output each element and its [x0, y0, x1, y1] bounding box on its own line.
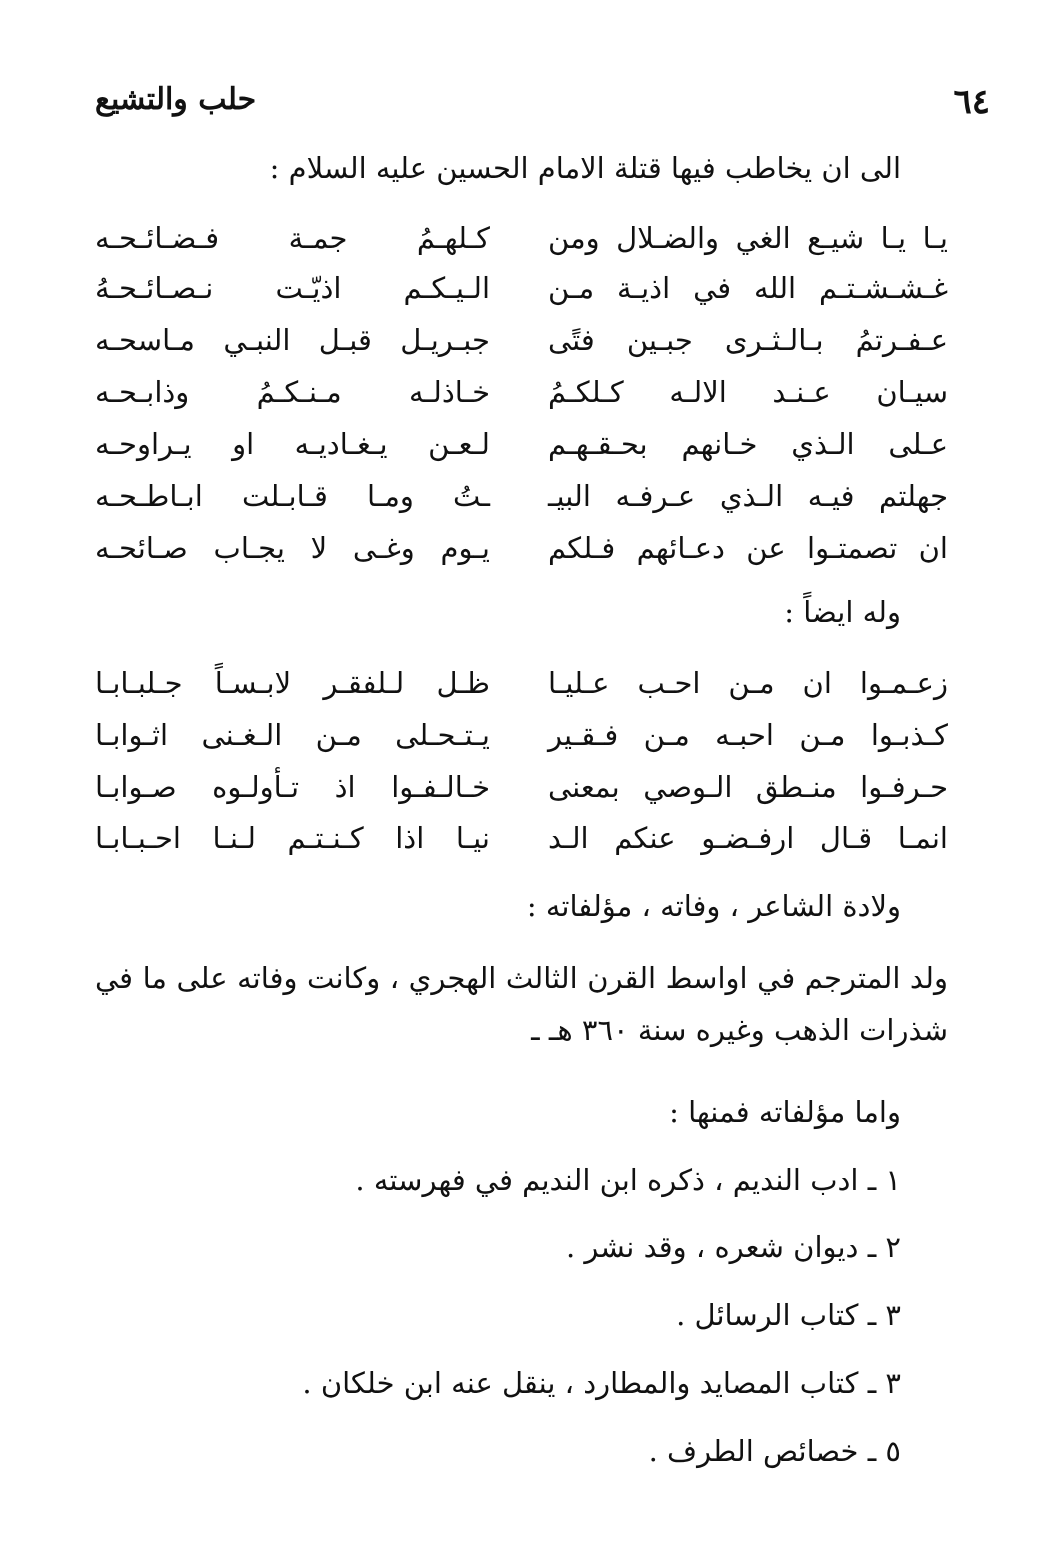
poem2-verse1-second: ظـل لـلفقـر لابـسـاً جـلبـابـا: [95, 666, 490, 700]
poem1-verse4-first: سيـان عـنـد الالـه كـلكـمُ: [548, 375, 948, 409]
poem2-verse2-first: كـذبـوا مـن احبـه مـن فـقـير: [548, 718, 948, 752]
poem2-verse3-second: خـالـفـوا اذ تـأولـوه صـوابـا: [95, 770, 490, 804]
poem1-verse2-first: غـشـشـتـم الله في اذيـة مـن: [548, 271, 948, 305]
paragraph: ولد المترجم في اواسط القرن الثالث الهجري ، وكانت وفاته على ما في شذرات الذهب وغيره سنة ٣٦٠ هـ ـ: [95, 961, 948, 1047]
works-item-2: ٢ ـ ديوان شعره ، وقد نشر .: [565, 1230, 901, 1264]
poem1-verse5-first: عـلى الـذي خـانهم بحـقـهـم: [548, 427, 948, 461]
poem1-verse1-second: كـلهـمُ جمـة فـضـائـحـه: [95, 221, 490, 255]
intro-line: الى ان يخاطب فيها قتلة الامام الحسين عليه السلام :: [269, 151, 901, 185]
works-item-1: ١ ـ ادب النديم ، ذكره ابن النديم في فهرسته .: [355, 1163, 901, 1197]
poem1-verse3-first: عـفـرتمُ بـالـثـرى جبـين فتًى: [548, 323, 948, 357]
poem1-verse2-second: الـيـكـم اذيّـت نـصـائـحـهُ: [95, 271, 490, 305]
poem2-verse3-first: حـرفـوا منـطق الـوصي بمعنى: [548, 770, 948, 804]
poem1-verse3-second: جبـريـل قبـل النبـي مـاسحـه: [95, 323, 490, 357]
poem1-verse6-first: جهلتم فيـه الـذي عـرفـه البيـ: [548, 479, 948, 513]
page-number: ٦٤: [953, 82, 990, 122]
works-item-5: ٥ ـ خصائص الطرف .: [648, 1434, 901, 1468]
poem2-verse4-second: نيـا اذا كـنـتـم لـنـا احـبـابـا: [95, 821, 490, 855]
poem1-verse5-second: لـعـن يـغـاديـه او يـراوحـه: [95, 427, 490, 461]
poem1-verse1-first: يـا يـا شيـع الغي والضـلال ومن: [548, 221, 948, 255]
also-label: وله ايضاً :: [784, 595, 901, 629]
poem2-verse1-first: زعـمـوا ان مـن احـب عـليـا: [548, 666, 948, 700]
poem1-verse7-second: يـوم وغـى لا يجـاب صـائحـه: [95, 531, 490, 565]
works-intro: واما مؤلفاته فمنها :: [669, 1095, 901, 1129]
poem1-verse4-second: خـاذلـه مـنـكـمُ وذابـحـه: [95, 375, 490, 409]
poem2-verse4-first: انمـا قـال ارفـضـو عنكم الـد: [548, 821, 948, 855]
section-heading: ولادة الشاعر ، وفاته ، مؤلفاته :: [526, 889, 901, 923]
works-item-3: ٣ ـ كتاب الرسائل .: [676, 1298, 901, 1332]
poem1-verse7-first: ان تصمتـوا عن دعـائهم فـلكم: [548, 531, 948, 565]
running-title: حلب والتشيع: [95, 82, 257, 117]
poem1-verse6-second: ـتُ ومـا قـابـلت ابـاطـحـه: [95, 479, 490, 513]
works-item-4: ٣ ـ كتاب المصايد والمطارد ، ينقل عنه ابن خلكان .: [302, 1366, 901, 1400]
poem2-verse2-second: يـتـحـلى مـن الـغـنى اثـوابـا: [95, 718, 490, 752]
